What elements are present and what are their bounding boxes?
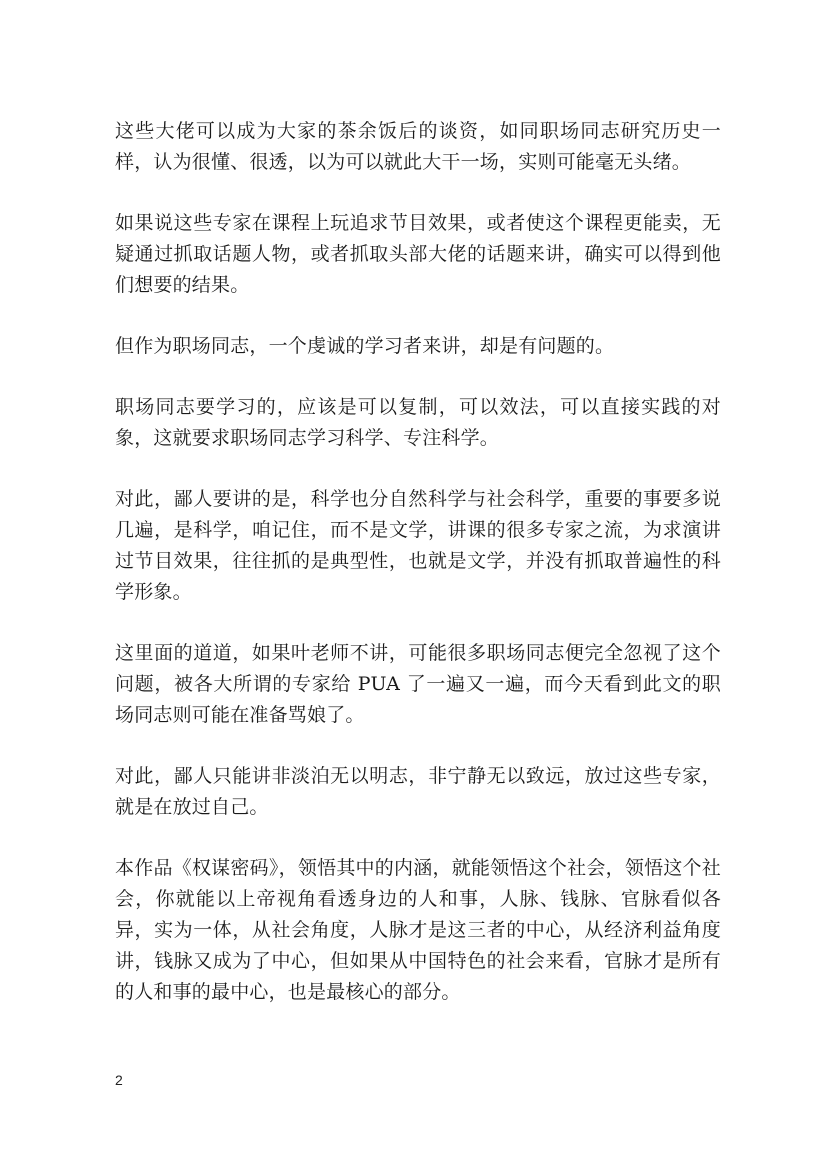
document-body (115, 116, 721, 1038)
page-number: 2 (115, 1072, 123, 1088)
paragraph: 这里面的道道，如果叶老师不讲，可能很多职场同志便完全忽视了这个问题，被各大所谓的专家给 PUA 了一遍又一遍，而今天看到此文的职场同志则可能在准备骂娘了。 (115, 642, 721, 726)
paragraph: 对此，鄙人要讲的是，科学也分自然科学与社会科学，重要的事要多说几遍，是科学，咱记住，而不是文学，讲课的很多专家之流，为求演讲过节目效果，往往抓的是典型性，也就是文学，并没有抓取普遍性的科学形象。 (115, 488, 721, 603)
paragraph: 这些大佬可以成为大家的茶余饭后的谈资，如同职场同志研究历史一样，认为很懂、很透，以为可以就此大干一场，实则可能毫无头绪。 (115, 120, 721, 173)
paragraph: 如果说这些专家在课程上玩追求节目效果，或者使这个课程更能卖，无疑通过抓取话题人物，或者抓取头部大佬的话题来讲，确实可以得到他们想要的结果。 (115, 212, 721, 296)
paragraph: 对此，鄙人只能讲非淡泊无以明志，非宁静无以致远，放过这些专家，就是在放过自己。 (115, 765, 721, 818)
paragraph: 但作为职场同志，一个虔诚的学习者来讲，却是有问题的。 (115, 335, 615, 357)
paragraph: 职场同志要学习的，应该是可以复制，可以效法，可以直接实践的对象，这就要求职场同志学习科学、专注科学。 (115, 396, 721, 449)
paragraph: 本作品《权谋密码》，领悟其中的内涵，就能领悟这个社会，领悟这个社会，你就能以上帝视角看透身边的人和事，人脉、钱脉、官脉看似各异，实为一体，从社会角度，人脉才是这三者的中心，从经济利益角度讲，钱脉又成为了中心，但如果从中国特色的社会来看，官脉才是所有的人和事的最中心，也是最核心的部分。 (115, 857, 721, 1003)
